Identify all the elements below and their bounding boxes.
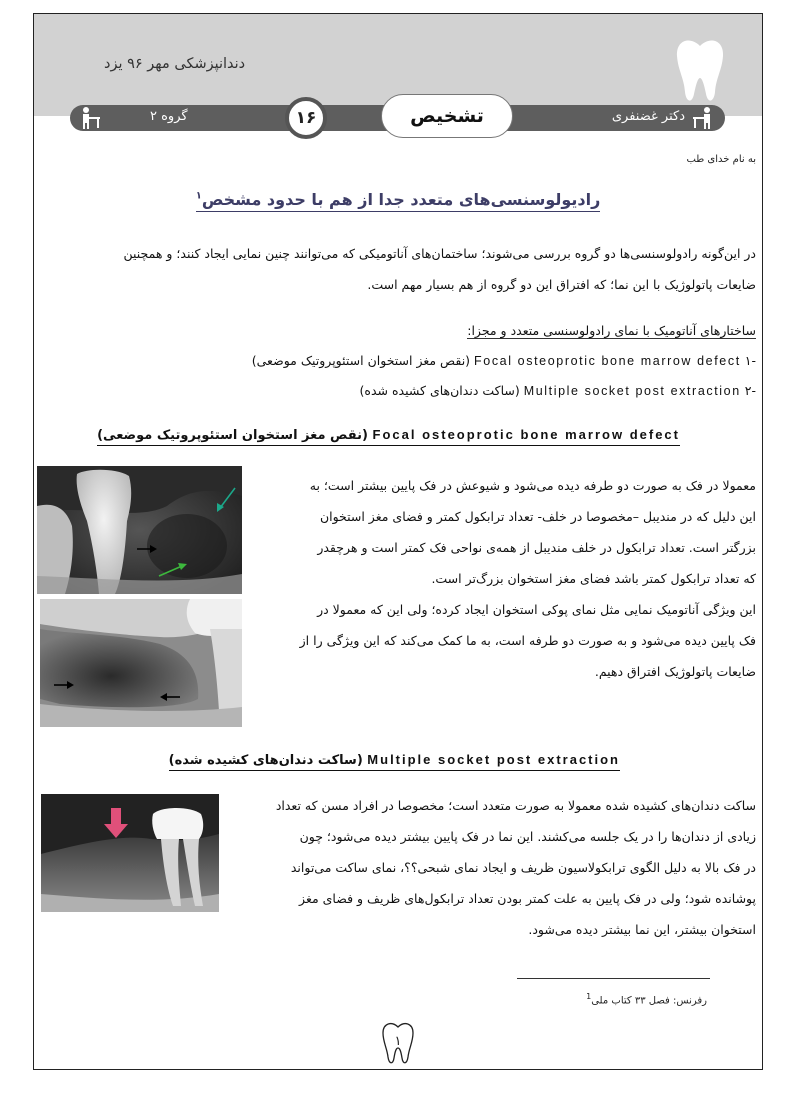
main-title-text: رادیولوسنسی‌های متعدد جدا از هم با حدود مشخص <box>202 190 600 212</box>
section2-line: پوشانده شود؛ ولی در فک پایین به علت کمتر بودن تعداد ترابکول‌های ظریف و فضای مغز <box>299 891 756 906</box>
xray-image-bilateral <box>37 466 242 594</box>
section1-line: معمولا در فک به صورت دو طرفه دیده می‌شود و شیوعش در فک پایین بیشتر است؛ به <box>309 478 756 493</box>
main-title <box>34 190 762 209</box>
basmala: به نام خدای طب <box>686 154 756 165</box>
page-frame <box>33 13 763 1070</box>
section1-paragraph <box>254 470 756 687</box>
footnote-divider <box>517 978 710 979</box>
anatomic-list-heading: ساختارهای آناتومیک با نمای رادولوسنسی متعدد و مجزا: <box>467 323 756 338</box>
list-item: -۱ Focal osteoprotic bone marrow defect (نقص مغز استخوان استئوپروتیک موضعی) <box>251 353 756 368</box>
session-number-badge: ۱۶ <box>285 97 327 139</box>
section1-line: که تعداد ترابکول کمتر باشد فضای مغز استخوان بزرگ‌تر است. <box>431 571 756 586</box>
main-title-ref: ۱ <box>195 190 202 202</box>
section2-paragraph <box>244 790 756 945</box>
xray-image-sockets <box>41 794 219 912</box>
section1-line: فک پایین دیده می‌شود و به صورت دو طرفه است، به ما کمک می‌کند که این ویژگی را از <box>299 633 756 648</box>
section2-line: استخوان بیشتر، این نما بیشتر دیده می‌شود. <box>528 922 756 937</box>
page-number: ۱ <box>394 1034 402 1049</box>
tooth-logo-icon <box>672 34 728 106</box>
section2-line: زیادی از دندان‌ها را در یک جلسه می‌کشند. این نما در فک پایین بیشتر دیده می‌شود؛ چون <box>299 829 756 844</box>
section1-line: ضایعات پاتولوژیک افتراق دهیم. <box>594 664 756 679</box>
section1-line: بزرگتر است. تعداد ترابکول در خلف مندیبل از همه‌ی نواحی فک کمتر است و هرچقدر <box>317 540 756 555</box>
group-label: گروه ۲ <box>150 109 188 124</box>
anatomic-list <box>48 316 756 406</box>
course-title: دندانپزشکی مهر ۹۶ یزد <box>104 56 246 72</box>
intro-paragraph <box>48 238 756 300</box>
section1-heading: Focal osteoprotic bone marrow defect (نقص مغز استخوان استئوپروتیک موضعی) <box>97 427 680 443</box>
section1-line: این دلیل که در مندیبل –مخصوصا در خلف- تعداد ترابکول کمتر و فضای مغز استخوان <box>319 509 756 524</box>
person-at-desk-icon <box>691 106 715 130</box>
topic-title: تشخیص <box>381 94 513 138</box>
intro-line: در این‌گونه رادولوسنسی‌ها دو گروه بررسی می‌شوند؛ ساختمان‌های آناتومیکی که می‌توانند چنین نمایی ایجاد کنند؛ و همچنین <box>123 246 756 261</box>
xray-image-mandible <box>40 599 242 727</box>
section1-line: این ویژگی آناتومیک نمایی مثل نمای پوکی استخوان ایجاد کرده؛ ولی این که معمولا در <box>317 602 756 617</box>
instructor-name: دکتر غضنفری <box>611 109 685 124</box>
tooth-page-icon <box>380 1020 416 1066</box>
person-at-desk-icon <box>78 106 102 130</box>
intro-line: ضایعات پاتولوژیک با این نما؛ که افتراق این دو گروه از هم بسیار مهم است. <box>367 277 756 292</box>
section2-heading: Multiple socket post extraction (ساکت دندان‌های کشیده شده) <box>169 752 620 768</box>
section2-line: در فک بالا به دلیل الگوی ترابکولاسیون ظریف و ایجاد نمای شبحی؟؟، نمای ساکت می‌تواند <box>290 860 756 875</box>
list-item: -۲ Multiple socket post extraction (ساکت دندان‌های کشیده شده) <box>359 383 756 398</box>
section2-line: ساکت دندان‌های کشیده شده معمولا به صورت متعدد است؛ مخصوصا در افراد مسن که تعداد <box>275 798 756 813</box>
footnote: رفرنس: فصل ۳۳ کتاب ملی$^1$ <box>586 992 707 1007</box>
